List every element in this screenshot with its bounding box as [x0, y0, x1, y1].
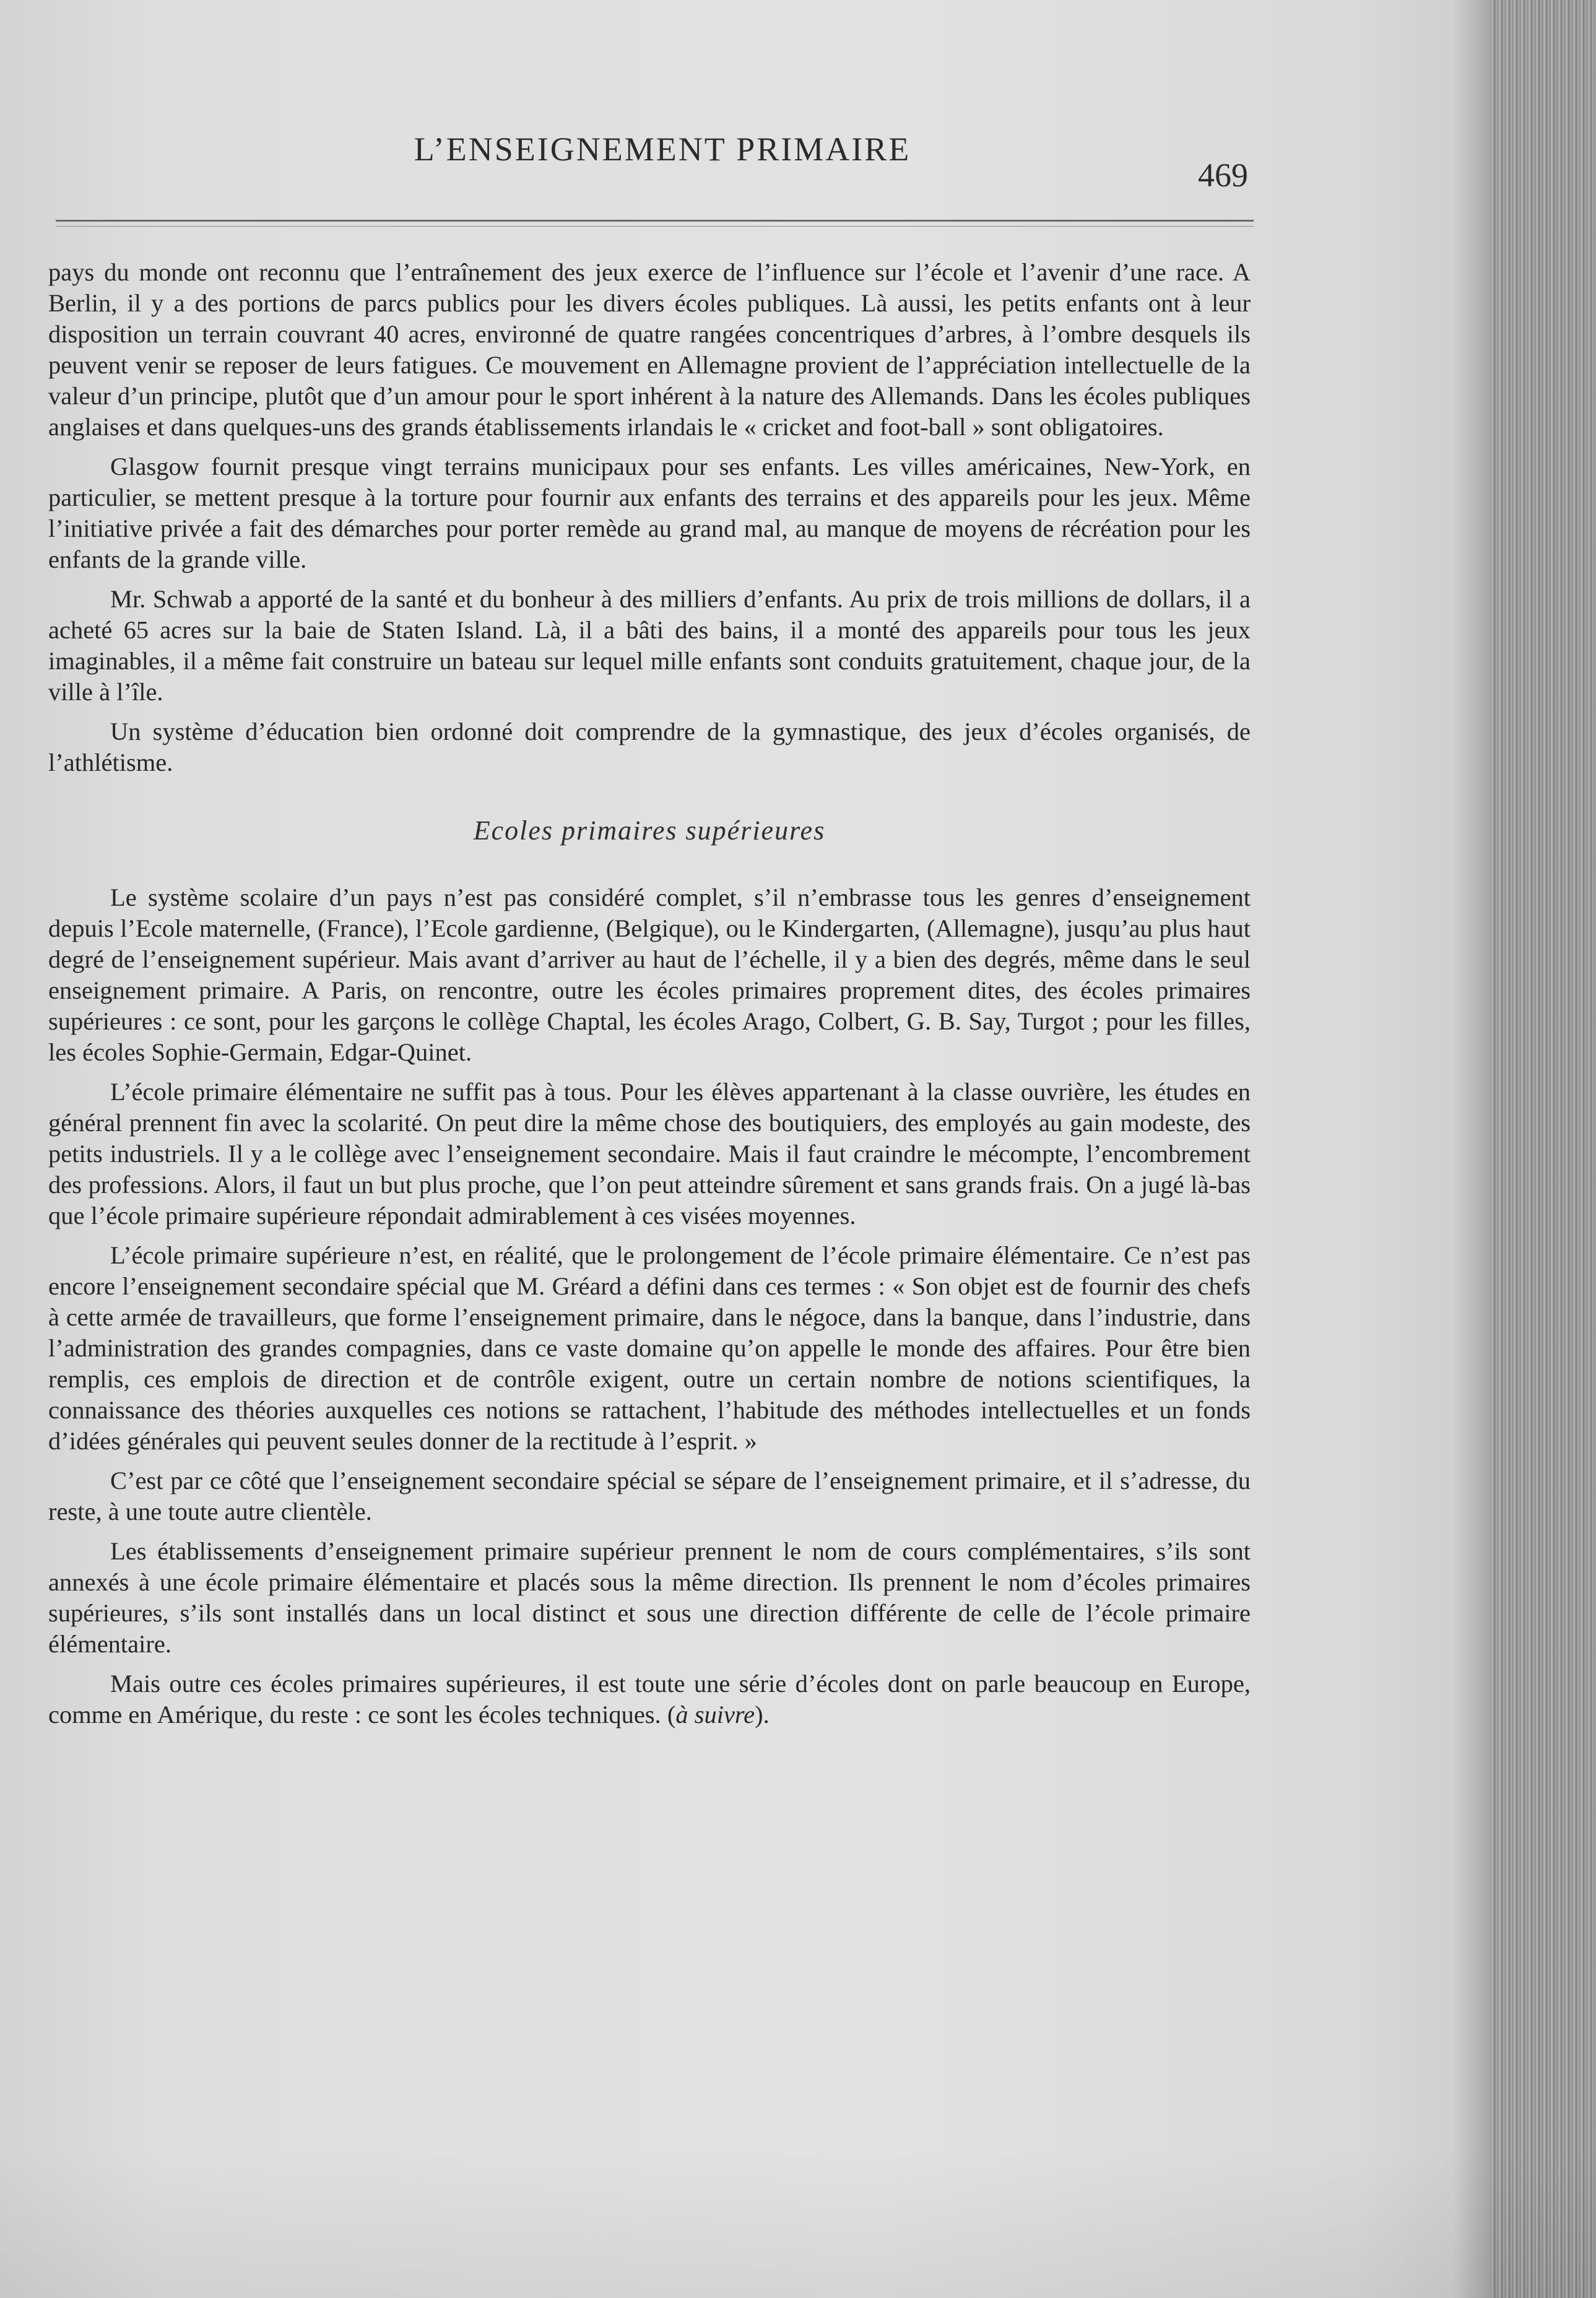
header-rule	[56, 220, 1254, 222]
page-bottom-shade	[0, 2149, 1596, 2298]
paragraph: L’école primaire élémentaire ne suffit pas à tous. Pour les élèves appartenant à la classe ouvrière, les études en général prennent fin avec la scolarité. On peut dire la même chose des boutiquiers, des employés au gain modeste, des petits industriels. Il y a le collège avec l’enseignement secondaire. Mais il faut craindre le mécompte, l’encombrement des professions. Alors, il faut un but plus proche, que l’on peut atteindre sûrement et sans grands frais. On a jugé là-bas que l’école primaire supérieure répondait admirablement à ces visées moyennes.	[48, 1078, 1251, 1229]
continuation-note-close: ).	[755, 1701, 770, 1728]
paragraph: L’école primaire supérieure n’est, en réalité, que le prolongement de l’école primaire élémentaire. Ce n’est pas encore l’enseignement secondaire spécial que M. Gréard a défini dans ces termes : « Son objet est de fournir des chefs à cette armée de travailleurs, que forme l’enseignement primaire, dans le négoce, dans la banque, dans l’industrie, dans l’administration des grandes compagnies, dans ce vaste domaine qu’on appelle le monde des affaires. Pour être bien remplis, ces emplois de direction et de contrôle exigent, outre un certain nombre de notions scientifiques, la connaissance des théories auxquelles ces notions se rattachent, l’habitude des méthodes intellectuelles et un fonds d’idées générales qui peuvent seules donner de la rectitude à l’esprit. »	[48, 1241, 1251, 1455]
paragraph: pays du monde ont reconnu que l’entraînement des jeux exerce de l’influence sur l’école et l’avenir d’une race. A Berlin, il y a des portions de parcs publics pour les divers écoles publiques. Là aussi, les petits enfants ont à leur disposition un terrain couvrant 40 acres, environné de quatre rangées concentriques d’arbres, à l’ombre desquels ils peuvent venir se reposer de leurs fatigues. Ce mouvement en Allemagne provient de l’appréciation intellectuelle de la valeur d’un principe, plutôt que d’un amour pour le sport inhérent à la nature des Allemands. Dans les écoles publiques anglaises et dans quelques-uns des grands établissements irlandais le « cricket and foot-ball » sont obligatoires.	[48, 258, 1251, 441]
header-rule-thin	[56, 226, 1254, 227]
continuation-note-open: (	[661, 1701, 676, 1728]
paragraph-last	[48, 1668, 1251, 1730]
paragraph: C’est par ce côté que l’enseignement secondaire spécial se sépare de l’enseignement primaire, et il s’adresse, du reste, à une toute autre clientèle.	[48, 1467, 1251, 1525]
paragraph-last-text: Mais outre ces écoles primaires supérieures, il est toute une série d’écoles dont on parle beaucoup en Europe, comme en Amérique, du reste : ce sont les écoles techniques.	[48, 1670, 1251, 1728]
running-title: L’ENSEIGNEMENT PRIMAIRE	[414, 131, 911, 168]
section-heading: Ecoles primaires supérieures	[473, 815, 826, 846]
paragraph: Un système d’éducation bien ordonné doit comprendre de la gymnastique, des jeux d’écoles organisés, de l’athlétisme.	[48, 718, 1251, 776]
paragraph: Les établissements d’enseignement primaire supérieur prennent le nom de cours complémentaires, s’ils sont annexés à une école primaire élémentaire et placés sous la même direction. Ils prennent le nom d’écoles primaires supérieures, s’ils sont installés dans un local distinct et sous une direction différente de celle de l’école primaire élémentaire.	[48, 1537, 1251, 1658]
continuation-note: à suivre	[675, 1701, 755, 1728]
page-gutter-shadow	[1454, 0, 1491, 2298]
page-number: 469	[1198, 157, 1248, 194]
paragraph: Mr. Schwab a apporté de la santé et du bonheur à des milliers d’enfants. Au prix de trois millions de dollars, il a acheté 65 acres sur la baie de Staten Island. Là, il a bâti des bains, il a monté des appareils pour tous les jeux imaginables, il a même fait construire un bateau sur lequel mille enfants sont conduits gratuitement, chaque jour, de la ville à l’île.	[48, 585, 1251, 706]
body-text	[48, 257, 1251, 1739]
page-stack-edge	[1491, 0, 1596, 2298]
paragraph: Glasgow fournit presque vingt terrains municipaux pour ses enfants. Les villes américaines, New-York, en particulier, se mettent presque à la torture pour fournir aux enfants des terrains et des appareils pour les jeux. Même l’initiative privée a fait des démarches pour porter remède au grand mal, au manque de moyens de récréation pour les enfants de la grande ville.	[48, 453, 1251, 573]
paragraph: Le système scolaire d’un pays n’est pas considéré complet, s’il n’embrasse tous les genres d’enseignement depuis l’Ecole maternelle, (France), l’Ecole gardienne, (Belgique), ou le Kindergarten, (Allemagne), jusqu’au plus haut degré de l’enseignement supérieur. Mais avant d’arriver au haut de l’échelle, il y a bien des degrés, même dans le seul enseignement primaire. A Paris, on rencontre, outre les écoles primaires proprement dites, des écoles primaires supérieures : ce sont, pour les garçons le collège Chaptal, les écoles Arago, Colbert, G. B. Say, Turgot ; pour les filles, les écoles Sophie-Germain, Edgar-Quinet.	[48, 883, 1251, 1066]
